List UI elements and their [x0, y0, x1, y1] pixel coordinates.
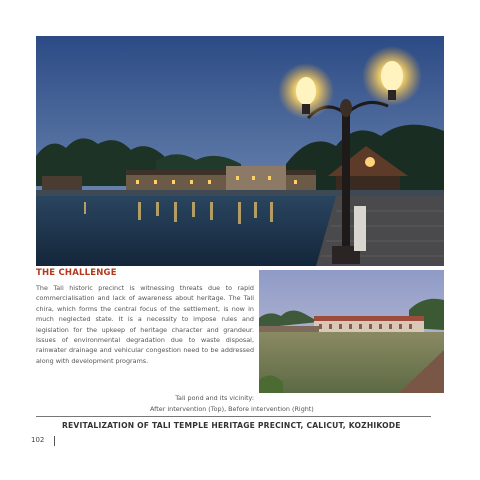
photo-before-intervention	[259, 270, 444, 393]
photo-after-intervention	[36, 36, 444, 266]
footer-divider	[36, 416, 431, 417]
caption-line-2: After intervention (Top), Before intervention (Right)	[150, 404, 314, 413]
body-paragraph: The Tali historic precinct is witnessing threats due to rapid commercialisation and lack of awareness about heritage. The Tali chira, which forms the central focus of the settlement, is now in much neglected state. It is a necessity to impose rules and legislation for the upkeep of heritage character and grandeur. Issues of environmental degradation due to waste disposal, rainwater drainage and vehicular congestion need to be addressed along with development programs.	[36, 284, 254, 365]
page-number: 102	[31, 436, 45, 444]
caption-line-1: Tali pond and its vicinity:	[175, 394, 254, 402]
page-number-separator	[54, 436, 55, 446]
section-heading: THE CHALLENGE	[36, 268, 117, 278]
photo-caption	[150, 393, 314, 414]
footer-title: REVITALIZATION OF TALI TEMPLE HERITAGE PRECINCT, CALICUT, KOZHIKODE	[62, 421, 401, 430]
